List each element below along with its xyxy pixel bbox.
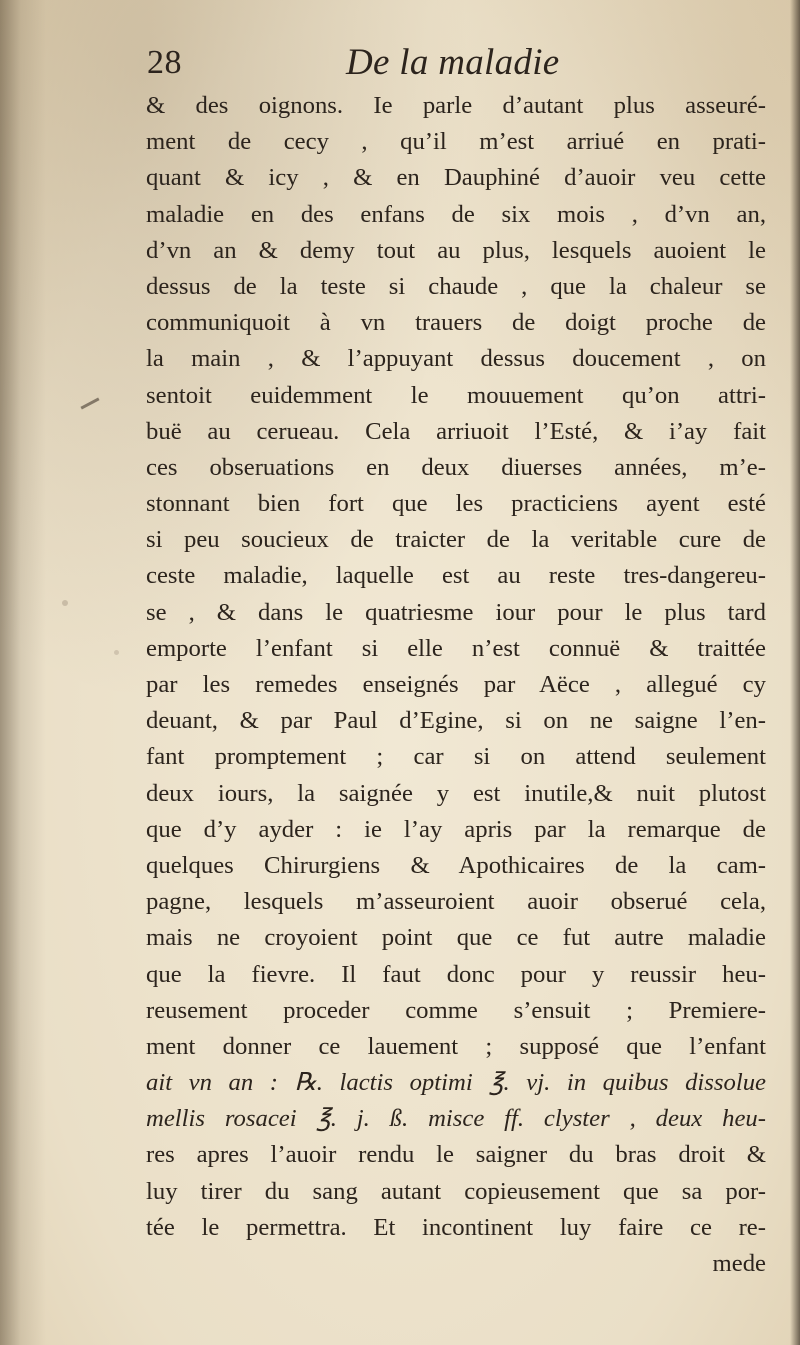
running-head: De la maladie — [346, 42, 560, 83]
text-line: par les remedes enseignés par Aëce , allegué cy — [146, 671, 766, 698]
paper-spot — [114, 650, 119, 655]
text-line-prescription: ait vn an : ℞. lactis optimi ℥. vj. in quibus dissolue — [146, 1069, 766, 1097]
body-text — [146, 88, 766, 1282]
text-line: luy tirer du sang autant copieusement que sa por- — [146, 1177, 766, 1205]
text-line: buë au cerueau. Cela arriuoit l’Esté, & i’ay fait — [146, 417, 766, 445]
text-line: fant promptement ; car si on attend seulement — [146, 743, 766, 771]
text-line: ment de cecy , qu’il m’est arriué en prati- — [146, 128, 766, 156]
text-line: ceste maladie, laquelle est au reste tres-dangereu- — [146, 562, 766, 590]
text-line: pagne, lesquels m’asseuroient auoir obserué cela, — [146, 888, 766, 916]
text-line: maladie en des enfans de six mois , d’vn an, — [146, 200, 766, 228]
text-line: deuant, & par Paul d’Egine, si on ne saigne l’en- — [146, 707, 766, 735]
paper-spot — [62, 600, 68, 606]
ink-mark — [80, 397, 99, 409]
text-line: sentoit euidemment le mouuement qu’on attri- — [146, 381, 766, 409]
text-line: communiquoit à vn trauers de doigt proche de — [146, 309, 766, 337]
text-line: que d’y ayder : ie l’ay apris par la remarque de — [146, 815, 766, 843]
text-line: stonnant bien fort que les practiciens ayent esté — [146, 490, 766, 518]
page-edge — [790, 0, 800, 1345]
text-line: ment donner ce lauement ; supposé que l’enfant — [146, 1032, 766, 1060]
catchword: mede — [712, 1250, 766, 1277]
text-line: dessus de la teste si chaude , que la chaleur se — [146, 272, 766, 300]
text-line: si peu soucieux de traicter de la veritable cure de — [146, 526, 766, 554]
text-line: mais ne croyoient point que ce fut autre maladie — [146, 924, 766, 952]
text-line: d’vn an & demy tout au plus, lesquels auoient le — [146, 236, 766, 264]
text-line: tée le permettra. Et incontinent luy faire ce re- — [146, 1213, 766, 1241]
text-line: & des oignons. Ie parle d’autant plus asseuré- — [146, 92, 766, 119]
text-line: la main , & l’appuyant dessus doucement , on — [146, 345, 766, 373]
page-number: 28 — [147, 44, 182, 81]
text-line: se , & dans le quatriesme iour pour le plus tard — [146, 598, 766, 626]
text-line: quant & icy , & en Dauphiné d’auoir veu cette — [146, 164, 766, 192]
text-line: ces obseruations en deux diuerses années, m’e- — [146, 453, 766, 481]
text-line: quelques Chirurgiens & Apothicaires de la cam- — [146, 851, 766, 879]
text-line: que la fievre. Il faut donc pour y reussir heu- — [146, 960, 766, 988]
text-line: deux iours, la saignée y est inutile,& nuit plutost — [146, 779, 766, 807]
text-line: emporte l’enfant si elle n’est connuë & traittée — [146, 634, 766, 662]
text-line: reusement proceder comme s’ensuit ; Premiere- — [146, 996, 766, 1024]
text-line-prescription: mellis rosacei ℥. j. ß. misce ff. clyster , deux heu- — [146, 1105, 766, 1133]
gutter-shadow — [0, 0, 46, 1345]
text-line: res apres l’auoir rendu le saigner du bras droit & — [146, 1141, 766, 1169]
